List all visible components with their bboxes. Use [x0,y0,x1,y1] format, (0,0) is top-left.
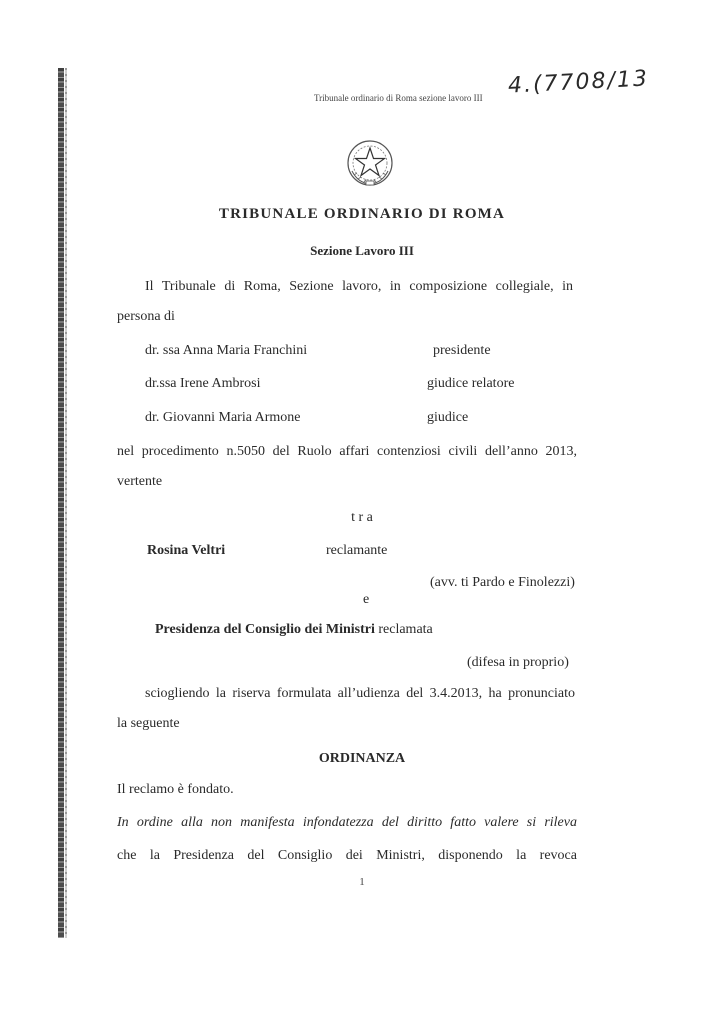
merits-line-2: che la Presidenza del Consiglio dei Ministri, disponendo la revoca [117,848,577,863]
judge-role-1: presidente [433,343,491,358]
conjunction-word: e [363,592,370,607]
intro-line-1: Il Tribunale di Roma, Sezione lavoro, in composizione collegiale, in [145,279,573,294]
between-word: t r a [351,510,373,525]
claimant-name: Rosina Veltri [147,543,226,558]
order-title: ORDINANZA [318,751,406,766]
handwritten-reference: 4.(7708/13 [507,66,650,99]
judge-role-3: giudice [427,410,469,425]
page-number: 1 [359,876,365,888]
judge-name-1: dr. ssa Anna Maria Franchini [145,343,308,358]
claimant-role: reclamante [326,543,388,558]
header-note: Tribunale ordinario di Roma sezione lavoro III [314,93,483,103]
respondent-role: reclamata [378,622,433,637]
reclamo-line: Il reclamo è fondato. [117,782,234,797]
procedure-line-1: nel procedimento n.5050 del Ruolo affari contenziosi civili dell’anno 2013, [117,444,577,459]
court-title: TRIBUNALE ORDINARIO DI ROMA [218,206,506,222]
scan-edge-artifact [58,68,64,938]
respondent-defense: (difesa in proprio) [467,655,569,670]
italian-republic-emblem-icon [344,137,396,189]
intro-line-2: persona di [117,309,175,324]
respondent-name: Presidenza del Consiglio dei Ministri [155,622,375,637]
procedure-line-2: vertente [117,474,163,489]
judge-role-2: giudice relatore [427,376,515,391]
reserve-line-2: la seguente [117,716,180,731]
emblem-graphic [344,137,396,189]
merits-line-1: In ordine alla non manifesta infondatezza del diritto fatto valere si rileva [117,815,577,830]
judge-name-3: dr. Giovanni Maria Armone [145,410,301,425]
scan-edge-artifact-secondary [65,68,67,938]
claimant-lawyers: (avv. ti Pardo e Finolezzi) [430,575,575,590]
section-title: Sezione Lavoro III [310,243,414,258]
reserve-line-1: sciogliendo la riserva formulata all’udienza del 3.4.2013, ha pronunciato [145,686,575,701]
judge-name-2: dr.ssa Irene Ambrosi [145,376,261,391]
